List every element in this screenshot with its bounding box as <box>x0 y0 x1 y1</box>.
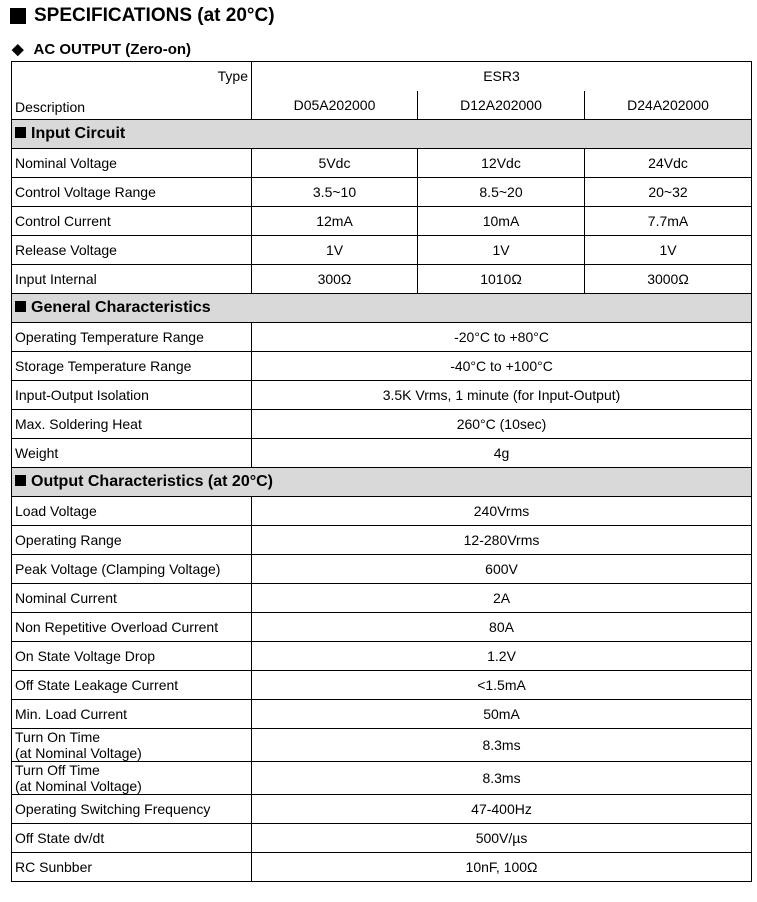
table-row <box>12 762 752 795</box>
value-cell: 600V <box>252 555 752 584</box>
table-row <box>12 795 752 824</box>
row-label-text: Turn On Time <box>15 729 101 745</box>
table-row <box>12 824 752 853</box>
row-label-text: Min. Load Current <box>15 706 128 722</box>
table-row <box>12 497 752 526</box>
value-cell: 47-400Hz <box>252 795 752 824</box>
row-label-text: Nominal Voltage <box>15 155 117 171</box>
input-row-label <box>12 265 252 294</box>
table-row <box>12 700 752 729</box>
table-row <box>12 178 752 207</box>
value-cell: 50mA <box>252 700 752 729</box>
output-row-label <box>12 526 252 555</box>
value-cell: 3.5K Vrms, 1 minute (for Input-Output) <box>252 381 752 410</box>
model-code-1: D05A202000 <box>252 91 418 120</box>
value-cell: 1V <box>252 236 418 265</box>
black-square-icon <box>10 8 26 24</box>
general-row-label <box>12 381 252 410</box>
spec-table <box>11 61 752 882</box>
table-row <box>12 149 752 178</box>
table-row <box>12 410 752 439</box>
output-row-label <box>12 555 252 584</box>
section-general-cell <box>12 294 752 323</box>
value-cell: 5Vdc <box>252 149 418 178</box>
value-cell: 12-280Vrms <box>252 526 752 555</box>
row-label-text: Control Voltage Range <box>15 184 156 200</box>
section-output <box>12 468 752 497</box>
black-square-icon <box>15 301 26 312</box>
row-label-text: Release Voltage <box>15 242 117 258</box>
row-label-text: Control Current <box>15 213 111 229</box>
output-row-label <box>12 584 252 613</box>
value-cell: 8.3ms <box>252 762 752 795</box>
table-row <box>12 642 752 671</box>
output-row-label <box>12 671 252 700</box>
value-cell: 300Ω <box>252 265 418 294</box>
model-code-3: D24A202000 <box>585 91 752 120</box>
table-row <box>12 323 752 352</box>
value-cell: 3.5~10 <box>252 178 418 207</box>
row-label-text: Off State Leakage Current <box>15 677 179 693</box>
value-cell: 3000Ω <box>585 265 752 294</box>
value-cell: 1010Ω <box>418 265 585 294</box>
table-row <box>12 555 752 584</box>
section-input-circuit-cell <box>12 120 752 149</box>
row-label-text: Off State dv/dt <box>15 830 105 846</box>
table-row <box>12 439 752 468</box>
output-row-label <box>12 762 252 795</box>
row-label-text: Operating Temperature Range <box>15 329 204 345</box>
series-label: ESR3 <box>252 62 752 91</box>
value-cell: -40°C to +100°C <box>252 352 752 381</box>
black-square-icon <box>15 475 26 486</box>
output-row-label <box>12 497 252 526</box>
section-subtitle <box>12 40 191 58</box>
row-label-text: Weight <box>15 445 59 461</box>
table-row <box>12 584 752 613</box>
output-row-label <box>12 824 252 853</box>
table-row <box>12 526 752 555</box>
value-cell: 10nF, 100Ω <box>252 853 752 882</box>
diamond-icon: ◆ <box>12 41 24 58</box>
value-cell: -20°C to +80°C <box>252 323 752 352</box>
input-row-label <box>12 149 252 178</box>
general-row-label <box>12 410 252 439</box>
section-general <box>12 294 752 323</box>
value-cell: 10mA <box>418 207 585 236</box>
value-cell: 12Vdc <box>418 149 585 178</box>
value-cell: 500V/µs <box>252 824 752 853</box>
description-label: Description <box>12 91 252 120</box>
model-code-2: D12A202000 <box>418 91 585 120</box>
value-cell: <1.5mA <box>252 671 752 700</box>
table-row <box>12 613 752 642</box>
header-row-bottom <box>12 91 752 120</box>
output-row-label <box>12 853 252 882</box>
row-label-text: Input-Output Isolation <box>15 387 149 403</box>
value-cell: 20~32 <box>585 178 752 207</box>
general-row-label <box>12 352 252 381</box>
general-row-label <box>12 439 252 468</box>
output-row-label <box>12 642 252 671</box>
value-cell: 8.5~20 <box>418 178 585 207</box>
section-input-circuit <box>12 120 752 149</box>
value-cell: 8.3ms <box>252 729 752 762</box>
value-cell: 260°C (10sec) <box>252 410 752 439</box>
value-cell: 12mA <box>252 207 418 236</box>
output-row-label <box>12 729 252 762</box>
table-row <box>12 729 752 762</box>
table-row <box>12 265 752 294</box>
row-label-text: Input Internal <box>15 271 97 287</box>
value-cell: 80A <box>252 613 752 642</box>
general-row-label <box>12 323 252 352</box>
row-label-text: Storage Temperature Range <box>15 358 192 374</box>
page-title <box>10 3 275 29</box>
row-label-text: RC Sunbber <box>15 859 93 875</box>
black-square-icon <box>15 127 26 138</box>
section-output-title: Output Characteristics (at 20°C) <box>31 473 274 490</box>
output-row-label <box>12 700 252 729</box>
value-cell: 24Vdc <box>585 149 752 178</box>
row-label-text: Non Repetitive Overload Current <box>15 619 219 635</box>
table-row <box>12 671 752 700</box>
row-label-note: (at Nominal Voltage) <box>15 778 142 794</box>
input-row-label <box>12 178 252 207</box>
row-label-text: Turn Off Time <box>15 762 100 778</box>
output-row-label <box>12 795 252 824</box>
input-row-label <box>12 236 252 265</box>
row-label-text: Operating Switching Frequency <box>15 801 211 817</box>
table-row <box>12 352 752 381</box>
subtitle-text: AC OUTPUT (Zero-on) <box>33 40 192 58</box>
section-input-circuit-title: Input Circuit <box>31 125 126 142</box>
section-output-cell <box>12 468 752 497</box>
output-row-label <box>12 613 252 642</box>
value-cell: 1V <box>585 236 752 265</box>
header-row-top <box>12 62 752 91</box>
value-cell: 4g <box>252 439 752 468</box>
table-row <box>12 207 752 236</box>
value-cell: 240Vrms <box>252 497 752 526</box>
row-label-text: Peak Voltage (Clamping Voltage) <box>15 561 221 577</box>
value-cell: 1.2V <box>252 642 752 671</box>
row-label-note: (at Nominal Voltage) <box>15 745 142 761</box>
type-label: Type <box>12 62 252 91</box>
table-row <box>12 236 752 265</box>
input-row-label <box>12 207 252 236</box>
row-label-text: Operating Range <box>15 532 122 548</box>
row-label-text: Load Voltage <box>15 503 97 519</box>
table-row <box>12 381 752 410</box>
section-general-title: General Characteristics <box>31 299 211 316</box>
page-title-text: SPECIFICATIONS (at 20°C) <box>34 5 275 26</box>
row-label-text: Nominal Current <box>15 590 117 606</box>
row-label-text: Max. Soldering Heat <box>15 416 142 432</box>
value-cell: 1V <box>418 236 585 265</box>
value-cell: 7.7mA <box>585 207 752 236</box>
table-row <box>12 853 752 882</box>
row-label-text: On State Voltage Drop <box>15 648 156 664</box>
value-cell: 2A <box>252 584 752 613</box>
